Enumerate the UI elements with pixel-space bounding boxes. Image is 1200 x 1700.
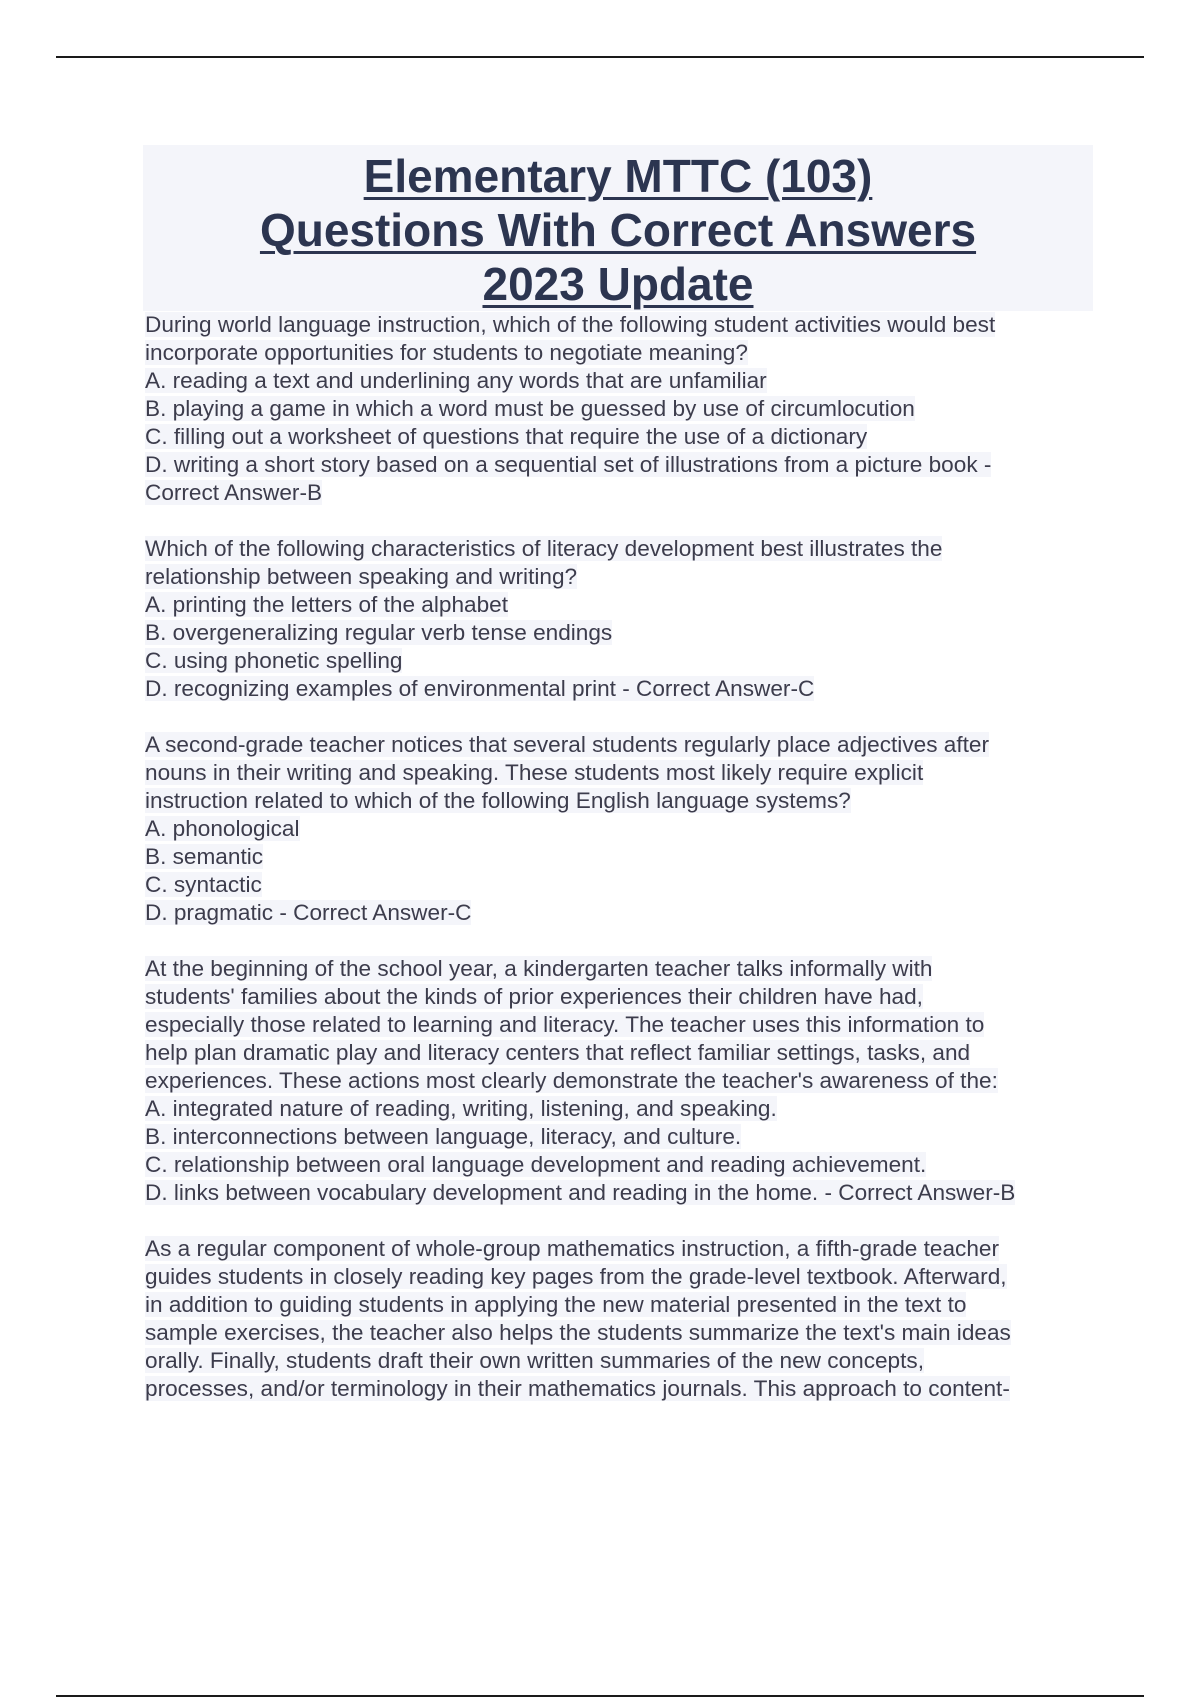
question-text-line [145, 1263, 1095, 1291]
question-text: As a regular component of whole-group mathematics instruction, a fifth-grade teacher [145, 1236, 999, 1261]
question-text-line [145, 983, 1095, 1011]
question-text-line [145, 1179, 1095, 1207]
question-block [145, 535, 1095, 703]
question-text-line [145, 1039, 1095, 1067]
question-text-line [145, 1151, 1095, 1179]
question-text: C. syntactic [145, 872, 262, 897]
question-text: A. printing the letters of the alphabet [145, 592, 508, 617]
question-text-line [145, 759, 1095, 787]
question-text: in addition to guiding students in applying the new material presented in the text to [145, 1292, 967, 1317]
question-text: B. playing a game in which a word must be guessed by use of circumlocution [145, 396, 915, 421]
top-rule [56, 56, 1144, 58]
question-block [145, 1235, 1095, 1403]
question-text: B. interconnections between language, literacy, and culture. [145, 1124, 742, 1149]
question-text: D. links between vocabulary development and reading in the home. - Correct Answer-B [145, 1180, 1016, 1205]
question-text-line [145, 367, 1095, 395]
question-text: Which of the following characteristics of literacy development best illustrates the [145, 536, 943, 561]
question-text-line [145, 423, 1095, 451]
question-text-line [145, 451, 1095, 479]
question-text: A. reading a text and underlining any words that are unfamiliar [145, 368, 767, 393]
question-text-line [145, 1319, 1095, 1347]
question-text: incorporate opportunities for students to negotiate meaning? [145, 340, 748, 365]
question-text-line [145, 787, 1095, 815]
question-text: nouns in their writing and speaking. These students most likely require explicit [145, 760, 924, 785]
question-text: experiences. These actions most clearly demonstrate the teacher's awareness of the: [145, 1068, 998, 1093]
question-text: During world language instruction, which of the following student activities would best [145, 312, 996, 337]
question-text: sample exercises, the teacher also helps the students summarize the text's main ideas [145, 1320, 1011, 1345]
question-text-line [145, 1347, 1095, 1375]
question-text: B. semantic [145, 844, 264, 869]
question-text: D. writing a short story based on a sequential set of illustrations from a picture book - [145, 452, 992, 477]
question-text-line [145, 871, 1095, 899]
title-line: Elementary MTTC (103) [363, 150, 873, 202]
question-text: B. overgeneralizing regular verb tense endings [145, 620, 613, 645]
question-text: C. filling out a worksheet of questions that require the use of a dictionary [145, 424, 868, 449]
question-text: guides students in closely reading key pages from the grade-level textbook. Afterward, [145, 1264, 1007, 1289]
question-text-line [145, 1375, 1095, 1403]
question-text-line [145, 395, 1095, 423]
question-text-line [145, 1067, 1095, 1095]
question-text-line [145, 815, 1095, 843]
question-text: instruction related to which of the following English language systems? [145, 788, 851, 813]
question-text: students' families about the kinds of prior experiences their children have had, [145, 984, 923, 1009]
question-text: D. pragmatic - Correct Answer-C [145, 900, 472, 925]
page-title [143, 145, 1093, 311]
question-text: At the beginning of the school year, a kindergarten teacher talks informally with [145, 956, 933, 981]
question-text-line [145, 843, 1095, 871]
question-text-line [145, 563, 1095, 591]
question-text-line [145, 1291, 1095, 1319]
question-text: especially those related to learning and literacy. The teacher uses this information to [145, 1012, 985, 1037]
title-line: 2023 Update [482, 258, 754, 310]
question-list [145, 311, 1095, 1431]
bottom-rule [56, 1695, 1144, 1697]
question-text: A. integrated nature of reading, writing, listening, and speaking. [145, 1096, 777, 1121]
title-block [143, 145, 1093, 311]
question-text-line [145, 479, 1095, 507]
question-text-line [145, 899, 1095, 927]
question-block [145, 955, 1095, 1207]
question-text: C. relationship between oral language development and reading achievement. [145, 1152, 927, 1177]
question-block [145, 731, 1095, 927]
question-text: relationship between speaking and writing? [145, 564, 578, 589]
question-text: help plan dramatic play and literacy centers that reflect familiar settings, tasks, and [145, 1040, 971, 1065]
question-text-line [145, 1095, 1095, 1123]
question-text: processes, and/or terminology in their mathematics journals. This approach to content- [145, 1376, 1010, 1401]
question-text-line [145, 1235, 1095, 1263]
question-text-line [145, 1011, 1095, 1039]
question-text: C. using phonetic spelling [145, 648, 403, 673]
question-text-line [145, 731, 1095, 759]
question-text-line [145, 619, 1095, 647]
question-text-line [145, 311, 1095, 339]
question-text-line [145, 535, 1095, 563]
question-text: orally. Finally, students draft their own written summaries of the new concepts, [145, 1348, 924, 1373]
question-text-line [145, 1123, 1095, 1151]
question-text-line [145, 647, 1095, 675]
question-text: D. recognizing examples of environmental print - Correct Answer-C [145, 676, 815, 701]
title-line: Questions With Correct Answers [259, 204, 977, 256]
question-text-line [145, 591, 1095, 619]
question-text: A second-grade teacher notices that several students regularly place adjectives after [145, 732, 989, 757]
question-text: A. phonological [145, 816, 300, 841]
question-text-line [145, 955, 1095, 983]
question-text-line [145, 339, 1095, 367]
question-text: Correct Answer-B [145, 480, 323, 505]
question-block [145, 311, 1095, 507]
question-text-line [145, 675, 1095, 703]
